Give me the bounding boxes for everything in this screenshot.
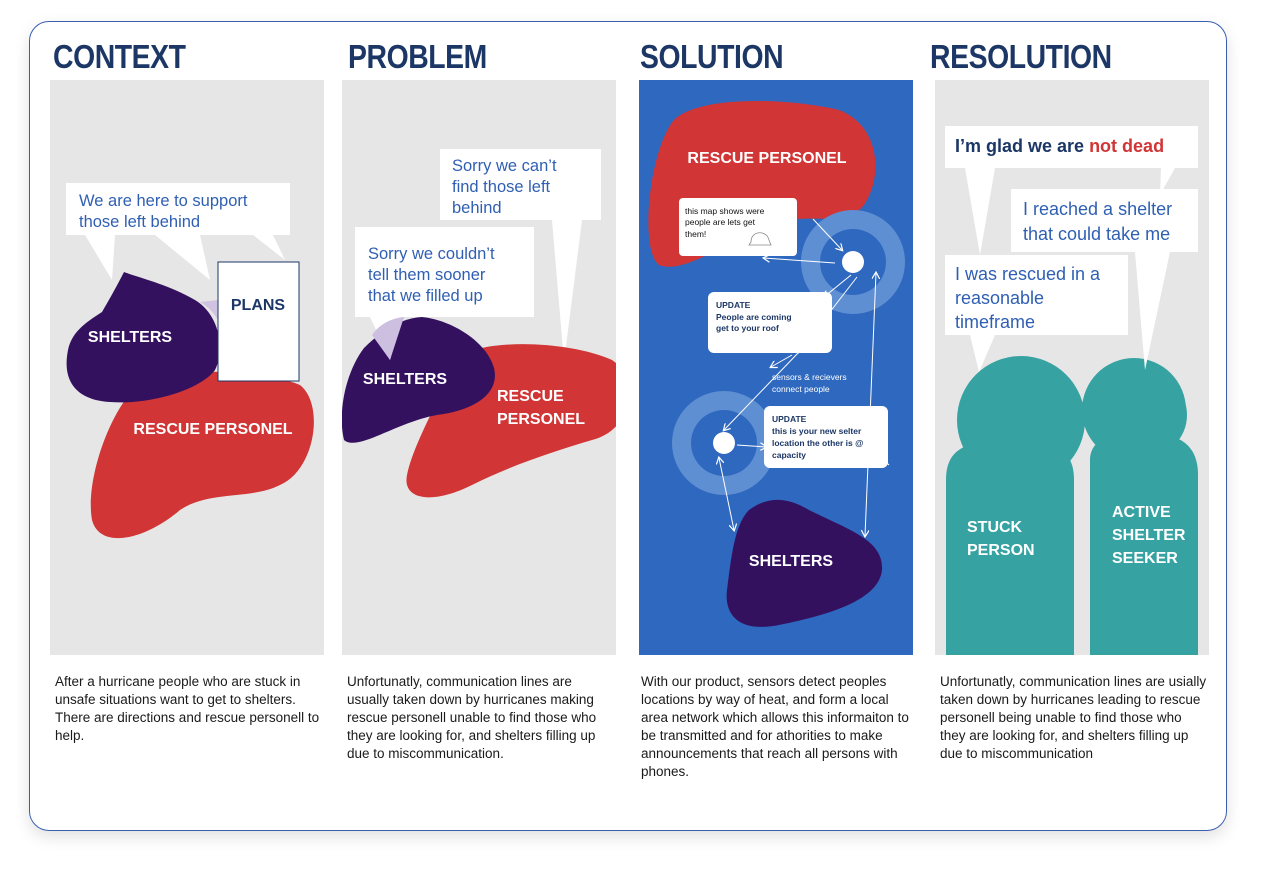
- problem-bubble2-line3: that we filled up: [368, 287, 483, 305]
- problem-bubble1-line2: find those left: [452, 178, 551, 196]
- solution-rescue-label: RESCUE PERSONEL: [687, 150, 847, 167]
- resolution-quote3-line1: I was rescued in a: [955, 264, 1101, 284]
- solution-map-note-line3: them!: [685, 229, 707, 239]
- problem-shelters-label: SHELTERS: [362, 371, 448, 388]
- solution-update1-line2: get to your roof: [716, 323, 779, 333]
- panel-context: [50, 80, 324, 655]
- description-resolution: Unfortunatly, communication lines are usially taken down by hurricanes leading to rescue personell being unable to find those who they are looking for, and shelters filling up due to miscommunication: [940, 674, 1207, 761]
- solution-update2-title: UPDATE: [772, 414, 807, 424]
- person2-label-line3: SEEKER: [1112, 550, 1178, 567]
- heading-context: CONTEXT: [53, 38, 186, 75]
- sensor-node-bottom: [713, 432, 735, 454]
- solution-update1-line1: People are coming: [716, 312, 792, 322]
- problem-bubble2-line2: tell them sooner: [368, 266, 486, 284]
- person1-label-line2: PERSON: [967, 542, 1035, 559]
- context-plans-label: PLANS: [230, 297, 286, 314]
- context-bubble-line1: We are here to support: [79, 192, 248, 210]
- context-bubble-line2: those left behind: [79, 213, 201, 231]
- resolution-quote1: [955, 136, 1164, 156]
- resolution-quote1-prefix: I’m glad we are: [955, 136, 1090, 156]
- heading-problem: PROBLEM: [348, 38, 487, 75]
- problem-bubble2-line1: Sorry we couldn’t: [368, 245, 495, 263]
- context-plans-document: [218, 262, 299, 381]
- resolution-quote3-line3: timeframe: [955, 312, 1036, 332]
- person2-label-line2: SHELTER: [1112, 527, 1186, 544]
- solution-shelters-label: SHELTERS: [748, 553, 834, 570]
- problem-bubble1-line1: Sorry we can’t: [452, 157, 557, 175]
- problem-rescue-label-line1: RESCUE: [497, 388, 564, 405]
- problem-rescue-label-line2: PERSONEL: [497, 411, 586, 428]
- panel-resolution: [935, 80, 1209, 655]
- problem-bubble1-line3: behind: [452, 199, 502, 217]
- stuck-person-figure: [946, 356, 1085, 655]
- solution-map-note-line1: this map shows were: [685, 206, 765, 216]
- resolution-quote2-line1: I reached a shelter: [1023, 199, 1173, 219]
- solution-update1-title: UPDATE: [716, 300, 751, 310]
- resolution-quote2-line2: that could take me: [1023, 224, 1171, 244]
- context-rescue-label: RESCUE PERSONEL: [133, 421, 293, 438]
- solution-sensors-line1: sensors & recievers: [772, 372, 847, 382]
- solution-update2-line3: capacity: [772, 450, 807, 460]
- description-solution: With our product, sensors detect peoples locations by way of heat, and form a local area network which allows this informaiton to be transmitted and for athorities to make announcements that reach all persons with phones.: [641, 674, 909, 779]
- person2-label-line1: ACTIVE: [1112, 504, 1171, 521]
- solution-update2-line2: location the other is @: [772, 438, 864, 448]
- person1-label-line1: STUCK: [967, 519, 1023, 536]
- heading-solution: SOLUTION: [640, 38, 784, 75]
- resolution-quote1-highlight: not dead: [1089, 136, 1165, 156]
- panel-solution: [639, 80, 913, 655]
- solution-sensors-line2: connect people: [772, 384, 830, 394]
- sensor-node-top: [842, 251, 864, 273]
- heading-resolution: RESOLUTION: [930, 38, 1112, 75]
- context-shelters-label: SHELTERS: [87, 329, 173, 346]
- description-problem: Unfortunatly, communication lines are usually taken down by hurricanes making rescue personell unable to find those who they are looking for, and shelters filling up due to miscommunication.: [347, 674, 597, 761]
- resolution-quote3-line2: reasonable: [955, 288, 1045, 308]
- solution-update2-line1: this is your new selter: [772, 426, 862, 436]
- panel-problem: [342, 80, 616, 655]
- solution-map-note-line2: people are lets get: [685, 217, 755, 227]
- description-context: After a hurricane people who are stuck in unsafe situations want to get to shelters. There are directions and rescue personell to help.: [55, 674, 320, 743]
